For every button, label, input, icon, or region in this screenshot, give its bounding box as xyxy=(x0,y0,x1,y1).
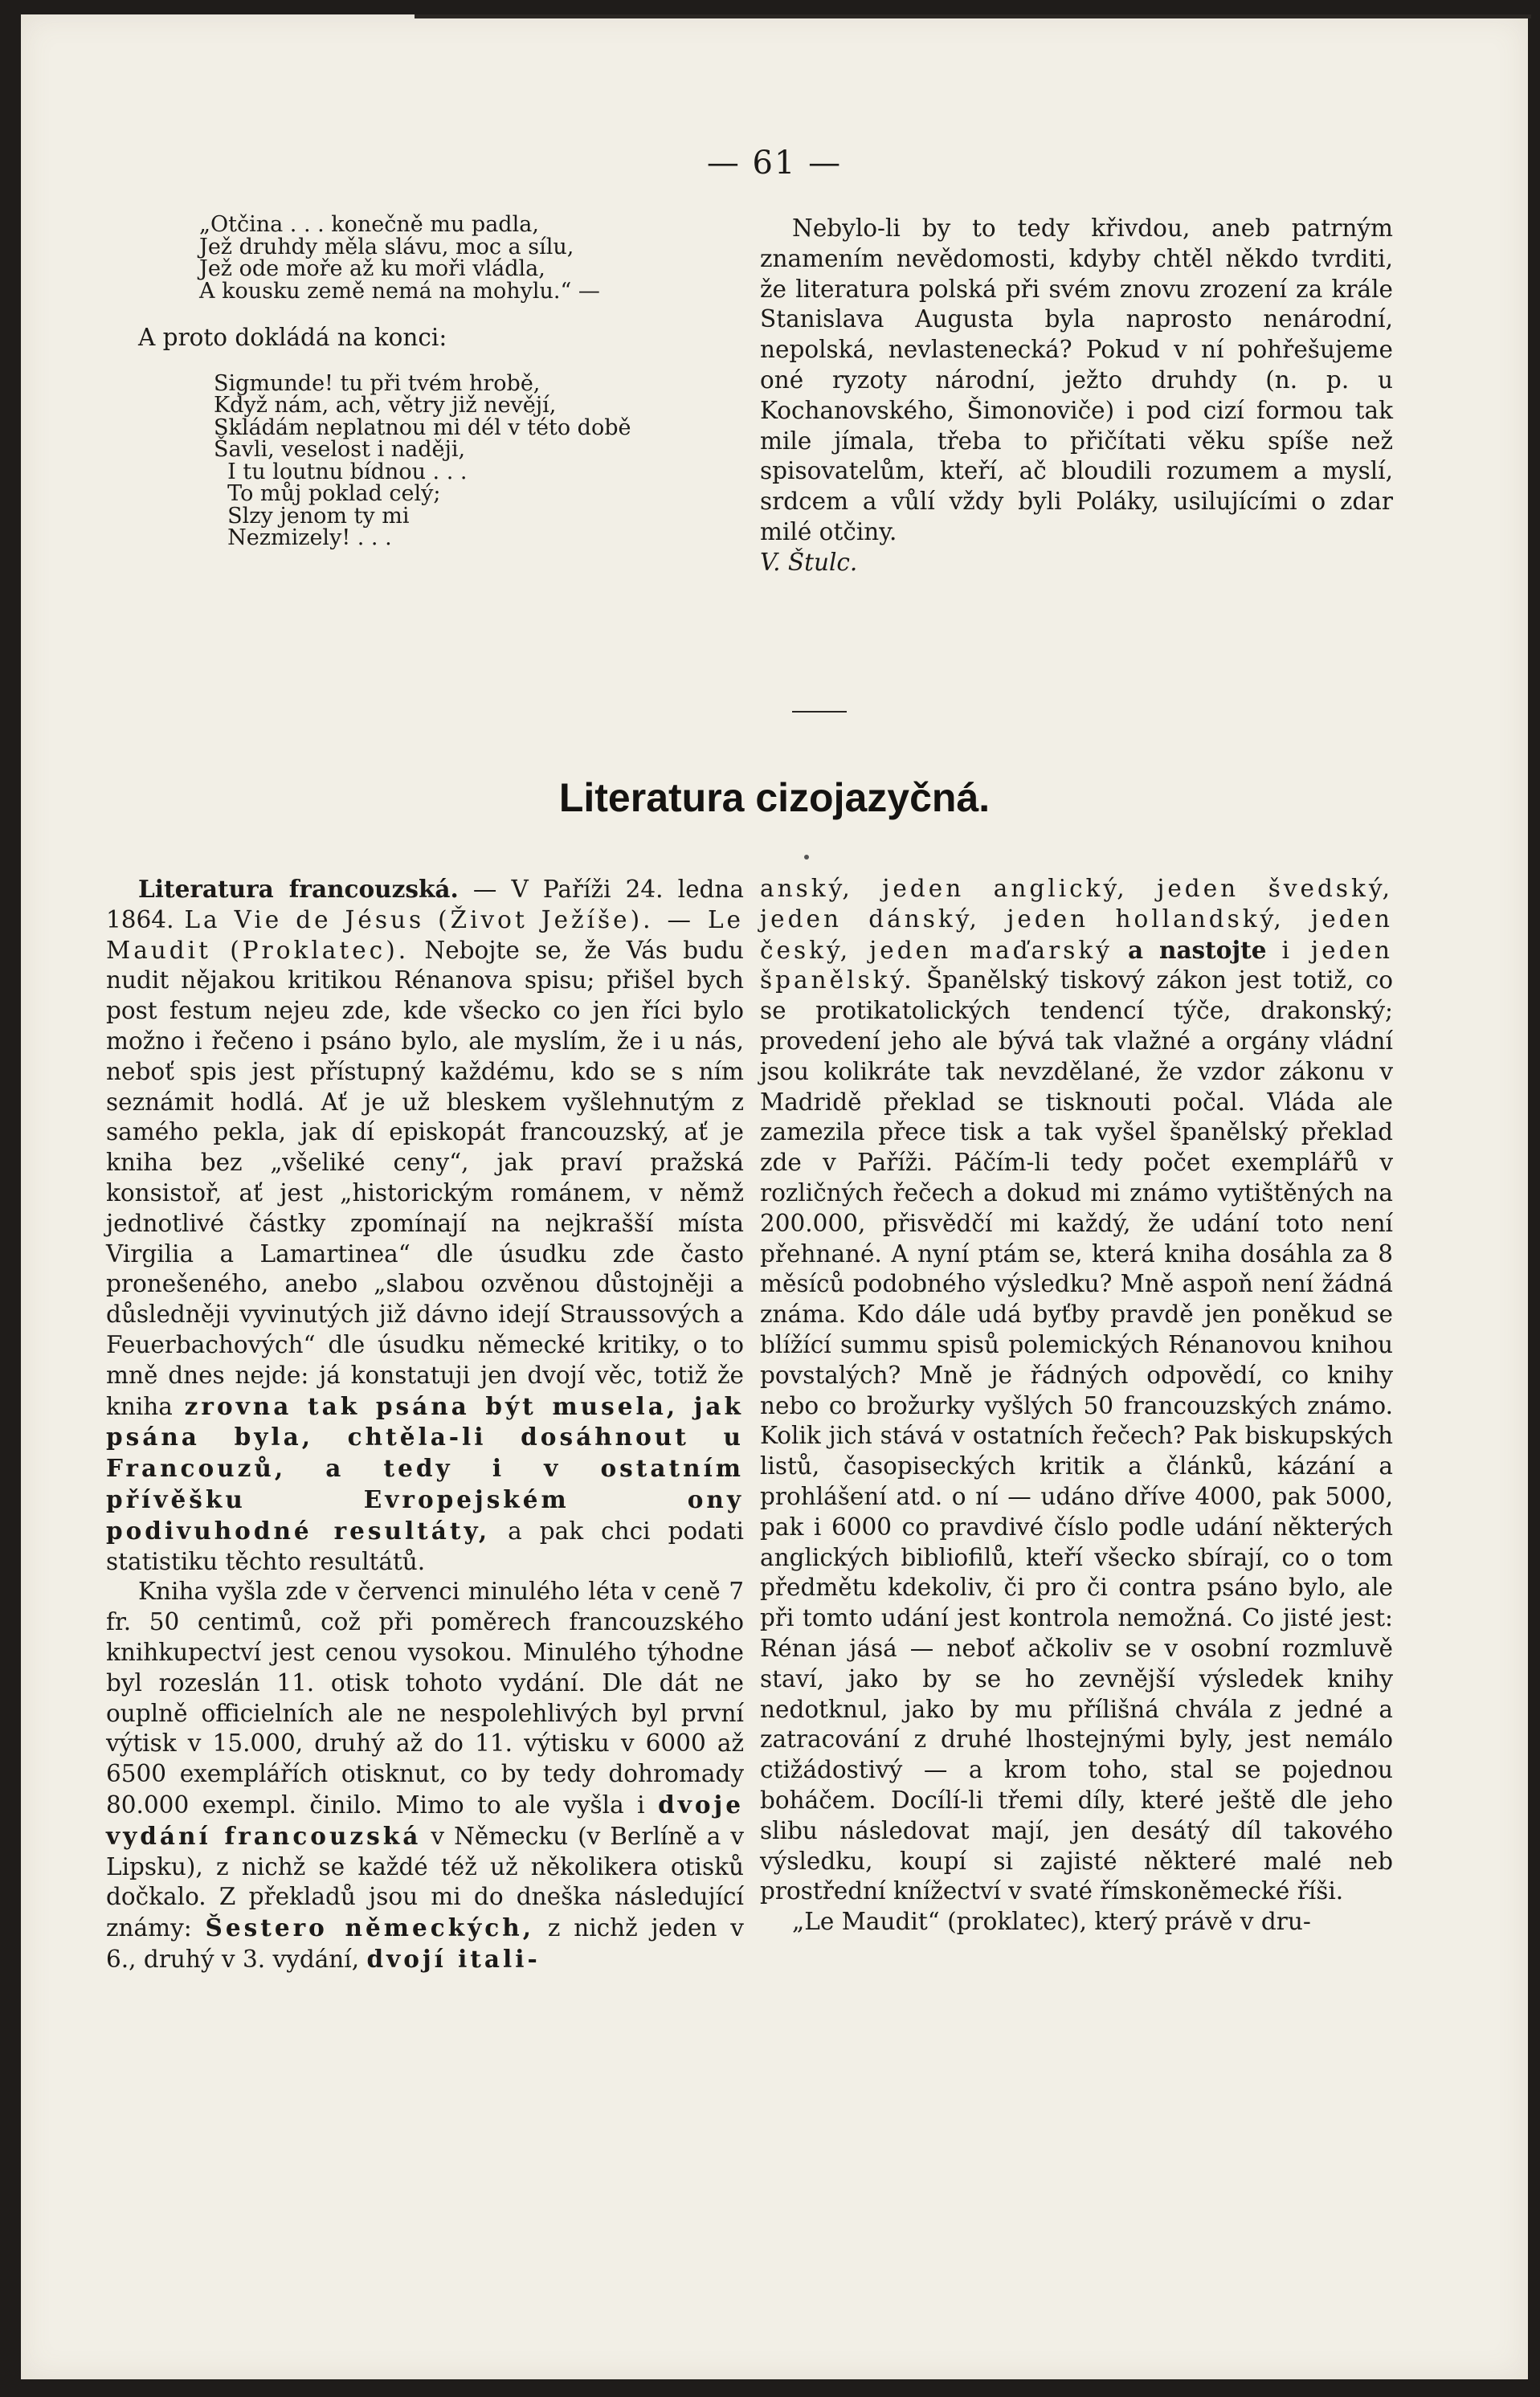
poem-line: I tu loutnu bídnou . . . xyxy=(214,459,468,484)
poem-stanza-2 xyxy=(117,370,728,551)
paragraph-text: a pak chci podati statistiku těchto resultátů. xyxy=(106,1517,744,1575)
poem-line: „Otčina . . . konečně mu padla, xyxy=(199,212,539,237)
poem-line: To můj poklad celý; xyxy=(214,481,441,507)
article-heading: Literatura francouzská. xyxy=(138,875,459,903)
right-bottom-column xyxy=(760,874,1393,1938)
page-number: — 61 — xyxy=(706,145,843,182)
poem-stanza-1 xyxy=(117,214,728,302)
polish-literature-paragraph: Nebylo-li by to tedy křivdou, aneb patrným znamením nevědomosti, kdyby chtěl někdo tvrditi, že literatura polská při svém znovu zrození za krále Stanislava Augusta byla naprosto nenárodní, nepolská, nevlastenecká? Pokud v ní pohřešujeme oné ryzoty národní, ježto druhdy (n. p. u Kochanovského, Šimonoviče) i pod cizí formou tak mile jímala, třeba to přičítati věku spíše než spisovatelům, kteří, ač bloudili rozumem a myslí, srdcem a vůlí vždy byli Poláky, usilujícími o zdar milé otčiny. xyxy=(760,214,1393,545)
article-paragraph xyxy=(760,874,1393,1907)
poem-intro: A proto dokládá na konci: xyxy=(138,324,447,351)
top-border-line xyxy=(415,14,1531,18)
poem-line: Nezmizely! . . . xyxy=(214,525,392,551)
poem-line: Jež ode moře až ku moři vládla, xyxy=(199,256,545,281)
emphasis-text: i jeden španělský. xyxy=(760,936,1393,994)
paragraph-text: Španělský tiskový zákon jest totiž, co se protikatolických tendencí týče, drakonský; provedení jeho ale bývá tak vlažné a orgány vládní jsou kolikráte tak nevzdělané, že vzdor zákonu v Madridě překlad se tisknouti počal. Vláda ale zamezila přece tisk a tak vyšel španělský překlad zde v Paříži. Páčím-li tedy počet exemplářů v rozličných řečech a dokud mi známo vytištěných na 200.000, přisvědčí mi každý, že udání toto není přehnané. A nyní ptám se, která kniha dosáhla za 8 měsíců podobného výsledku? Mně aspoň není žádná známa. Kdo dále udá byťby pravdě jen poněkud se blížící summu spisů polemických Rénanovou knihou povstalých? Mně je řádných odpovědí, co knihy nebo co brožurky vyšlých 50 francouzských známo. Kolik jich stává v ostatních řečech? Pak biskupských listů, časopiseckých kritik a článků, kázání a prohlášení atd. o ní — udáno dříve 4000, pak 5000, pak i 6000 co pravdivé číslo podle udání některých anglických bibliofilů, kteří všecko sbírají, co o tom předmětu kdekoliv, či pro či contra psáno bylo, ale při tomto udání jest kontrola nemožná. Co jisté jest: Rénan jásá — neboť ačkoliv se v osobní rozmluvě staví, jako by se ho zevnější výsledek knihy nedotknul, jako by mu přílišná chvála z jedné a zatracování z druhé lhostejnými byly, jest nemálo ctižádostivý — a krom toho, stal se pojednou boháčem. Docílí-li třemi díly, které ještě dle jeho slibu následovat mají, jen desátý díl takového výsledku, koupí si zajisté některé malé neb prostřední knížectví v svaté římskoněmecké říši. xyxy=(760,966,1393,1905)
author-signature: V. Štulc. xyxy=(760,548,858,576)
emphasis-text: anský, jeden anglický, jeden švedský, jeden dánský, jeden hollandský, jeden český, jeden maďarský xyxy=(760,875,1393,964)
section-title: Literatura cizojazyčná. xyxy=(558,775,991,820)
book-titles: La Vie de Jésus (Život Ježíše). — Le Maudit (Proklatec). xyxy=(106,905,744,964)
left-top-column xyxy=(117,214,728,549)
paragraph-text: Kniha vyšla zde v červenci minulého léta v ceně 7 fr. 50 centimů, což při poměrech francouzského knihkupectví jest cenou vysokou. Minulého týhodne byl rozeslán 11. otisk tohoto vydání. Dle dát ne ouplně officielních ale ne nespolehlivých byl první výtisk v 15.000, druhý až do 11. výtisku v 6000 až 6500 exemplářích otisknut, co by tedy dohromady 80.000 exempl. činilo. Mimo to ale vyšla i xyxy=(106,1578,744,1819)
dateline: — V Paříži 24. ledna 1864. xyxy=(106,876,744,933)
divider-rule xyxy=(792,711,847,713)
poem-line: Když nám, ach, větry již nevějí, xyxy=(214,393,557,419)
poem-line: Šavli, veselost i naději, xyxy=(214,437,466,463)
poem-line: Slzy jenom ty mi xyxy=(214,503,410,529)
paragraph-text: Nebojte se, že Vás budu nudit nějakou kritikou Rénanova spisu; přišel bych post festum nejeu zde, kde všecko co jen říci bylo možno i řečeno i psáno bylo, ale myslím, že i u nás, neboť spis jest přístupný každému, kdo se s ním seznámit hodlá. Ať je už bleskem vyšlehnutým z samého pekla, jak dí episkopát francouzský, ať je kniha bez „všeliké ceny“, jak praví pražská konsistoř, ať jest „historickým románem, v němž jednotlivé částky zpomínají na nejkrašší místa Virgilia a Lamartinea“ dle úsudku zde často pronešeného, anebo „slabou ozvěnou důstojněji a důsledněji vyvinutých již dávno idejí Straussových a Feuerbachových“ dle úsudku německé kritiky, o to mně dnes nejde: já konstatuji jen dvojí věc, totiž že kniha xyxy=(106,936,744,1420)
paragraph-text: v Německu (v Berlíně a v Lipsku), z nichž se každé též už několikera otisků dočkalo. Z překladů jsou mi do dneška následující známy: xyxy=(106,1822,744,1942)
article-paragraph xyxy=(106,1577,744,1974)
poem-line: Sigmunde! tu při tvém hrobě, xyxy=(214,370,541,396)
left-bottom-column xyxy=(106,874,744,1975)
paragraph-text: a nastojte xyxy=(1127,935,1267,964)
ornament-dot xyxy=(804,855,809,860)
right-top-column xyxy=(760,214,1393,578)
article-paragraph xyxy=(106,874,744,1577)
poem-line: A kousku země nemá na mohylu.“ — xyxy=(199,278,600,304)
poem-line: Skládám neplatnou mi dél v této době xyxy=(214,414,631,440)
poem-line: Jež druhdy měla slávu, moc a sílu, xyxy=(199,234,574,259)
emphasis-text: Šestero německých, xyxy=(205,1913,534,1942)
emphasis-text: dvoje vydání francouzská xyxy=(106,1790,744,1850)
emphasis-text: zrovna tak psána být musela, jak psána byla, chtěla-li dosáhnout u Francouzů, a tedy i v ostatním přívěšku Evropejském ony podivuhodné resultáty, xyxy=(106,1391,744,1545)
page xyxy=(21,14,1528,2379)
emphasis-text: dvojí itali- xyxy=(366,1944,541,1973)
paragraph-text: z nichž jeden v 6., druhý v 3. vydání, xyxy=(106,1914,744,1973)
article-paragraph: „Le Maudit“ (proklatec), který právě v dru- xyxy=(792,1908,1311,1936)
